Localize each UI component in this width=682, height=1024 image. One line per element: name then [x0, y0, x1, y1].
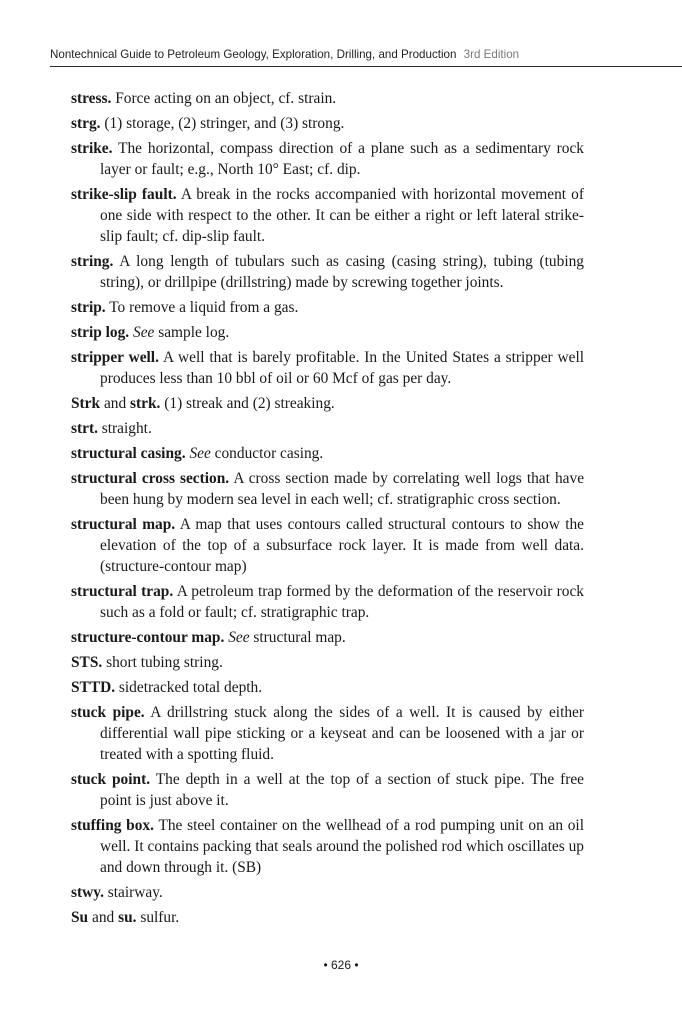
entry-definition: A break in the rocks accompanied with horizontal movement of one side with respect to the other. It can be either a right or left lateral strike- slip fault; cf. dip-slip fault. [100, 186, 584, 245]
glossary-entry-sttd [71, 677, 584, 698]
glossary-entry-stwy [71, 882, 584, 903]
entry-definition: stairway. [107, 884, 163, 901]
entry-term: stripper well. [71, 349, 159, 366]
entry-term: structural trap. [71, 583, 174, 600]
glossary-entry-string [71, 251, 584, 293]
entry-definition: The horizontal, compass direction of a plane such as a sedimentary rock layer or fault; e.g., North 10° East; cf. dip. [100, 140, 585, 178]
entry-definition: (1) streak and (2) streaking. [164, 395, 335, 412]
see-reference: See [189, 445, 211, 462]
entry-term: Su [71, 909, 89, 926]
see-reference: See [133, 324, 155, 341]
glossary-entry-stripper-well [71, 347, 584, 389]
entry-definition: straight. [101, 420, 152, 437]
glossary-entry-structural-map [71, 514, 584, 577]
glossary-entry-structure-contour-map [71, 627, 584, 648]
entry-term: strg. [71, 115, 101, 132]
glossary-entry-strk [71, 393, 584, 414]
entry-definition: sulfur. [140, 909, 180, 926]
glossary-entry-su [71, 907, 584, 928]
entry-term: strip. [71, 299, 106, 316]
entry-definition: A petroleum trap formed by the deformation of the reservoir rock such as a fold or fault; cf. stratigraphic trap. [100, 583, 584, 621]
entry-definition: A cross section made by correlating well logs that have been hung by modern sea level in each well; cf. stratigraphic cross section. [100, 470, 585, 508]
entry-definition: short tubing string. [106, 654, 223, 671]
glossary-entry-structural-cross-section [71, 468, 584, 510]
entry-term: stwy. [71, 884, 104, 901]
entry-definition: The steel container on the wellhead of a rod pumping unit on an oil well. It contains packing that seals around the polished rod which oscillates up and down through it. (SB) [100, 817, 584, 876]
entry-definition: A drillstring stuck along the sides of a well. It is caused by either differential wall pipe sticking or a keyseat and can be loosened with a jar or treated with a spotting fluid. [100, 704, 584, 763]
entry-definition: sidetracked total depth. [118, 679, 263, 696]
book-title: Nontechnical Guide to Petroleum Geology, Exploration, Drilling, and Production [50, 48, 457, 61]
entry-definition: To remove a liquid from a gas. [109, 299, 299, 316]
glossary-entry-stuck-point [71, 769, 584, 811]
entry-term: STS. [71, 654, 103, 671]
entry-term: strip log. [71, 324, 130, 341]
glossary-entry-stuck-pipe [71, 702, 584, 765]
running-header [50, 46, 682, 67]
entry-term-alt: strk. [130, 395, 161, 412]
entry-definition: sample log. [158, 324, 230, 341]
entry-term: stuck point. [71, 771, 151, 788]
page-number: • 626 • [323, 958, 359, 972]
entry-definition: The depth in a well at the top of a section of stuck pipe. The free point is just above it. [100, 771, 584, 809]
entry-definition: A long length of tubulars such as casing (casing string), tubing (tubing string), or drillpipe (drillstring) made by screwing together joints. [100, 253, 584, 291]
glossary-entry-strt [71, 418, 584, 439]
entry-term-alt: su. [118, 909, 137, 926]
entry-term: structural map. [71, 516, 176, 533]
entry-definition: Force acting on an object, cf. strain. [115, 90, 337, 107]
glossary-entry-stuffing-box [71, 815, 584, 878]
entry-term: structure-contour map. [71, 629, 225, 646]
entry-conjunction: and [103, 395, 127, 412]
entry-definition: conductor casing. [214, 445, 324, 462]
entry-definition: A well that is barely profitable. In the United States a stripper well produces less than 10 bbl of oil or 60 Mcf of gas per day. [100, 349, 585, 387]
entry-term: stuffing box. [71, 817, 154, 834]
entry-term: strike. [71, 140, 113, 157]
entry-term: stress. [71, 90, 112, 107]
entry-definition: structural map. [253, 629, 346, 646]
glossary-entry-sts [71, 652, 584, 673]
glossary-entries [71, 88, 584, 932]
entry-term: Strk [71, 395, 101, 412]
see-reference: See [228, 629, 250, 646]
entry-term: structural casing. [71, 445, 186, 462]
glossary-entry-stress [71, 88, 584, 109]
entry-term: STTD. [71, 679, 116, 696]
entry-term: stuck pipe. [71, 704, 145, 721]
entry-definition: A map that uses contours called structural contours to show the elevation of the top of a subsurface rock layer. It is made from well data. (structure-contour map) [100, 516, 584, 575]
glossary-entry-strg [71, 113, 584, 134]
entry-definition: (1) storage, (2) stringer, and (3) strong. [104, 115, 345, 132]
glossary-entry-structural-trap [71, 581, 584, 623]
edition-label: 3rd Edition [463, 48, 520, 61]
glossary-entry-structural-casing [71, 443, 584, 464]
entry-term: strike-slip fault. [71, 186, 177, 203]
glossary-entry-strike-slip-fault [71, 184, 584, 247]
entry-term: structural cross section. [71, 470, 230, 487]
glossary-entry-strip [71, 297, 584, 318]
glossary-entry-strip-log [71, 322, 584, 343]
entry-term: strt. [71, 420, 98, 437]
entry-conjunction: and [91, 909, 115, 926]
entry-term: string. [71, 253, 114, 270]
glossary-entry-strike [71, 138, 584, 180]
